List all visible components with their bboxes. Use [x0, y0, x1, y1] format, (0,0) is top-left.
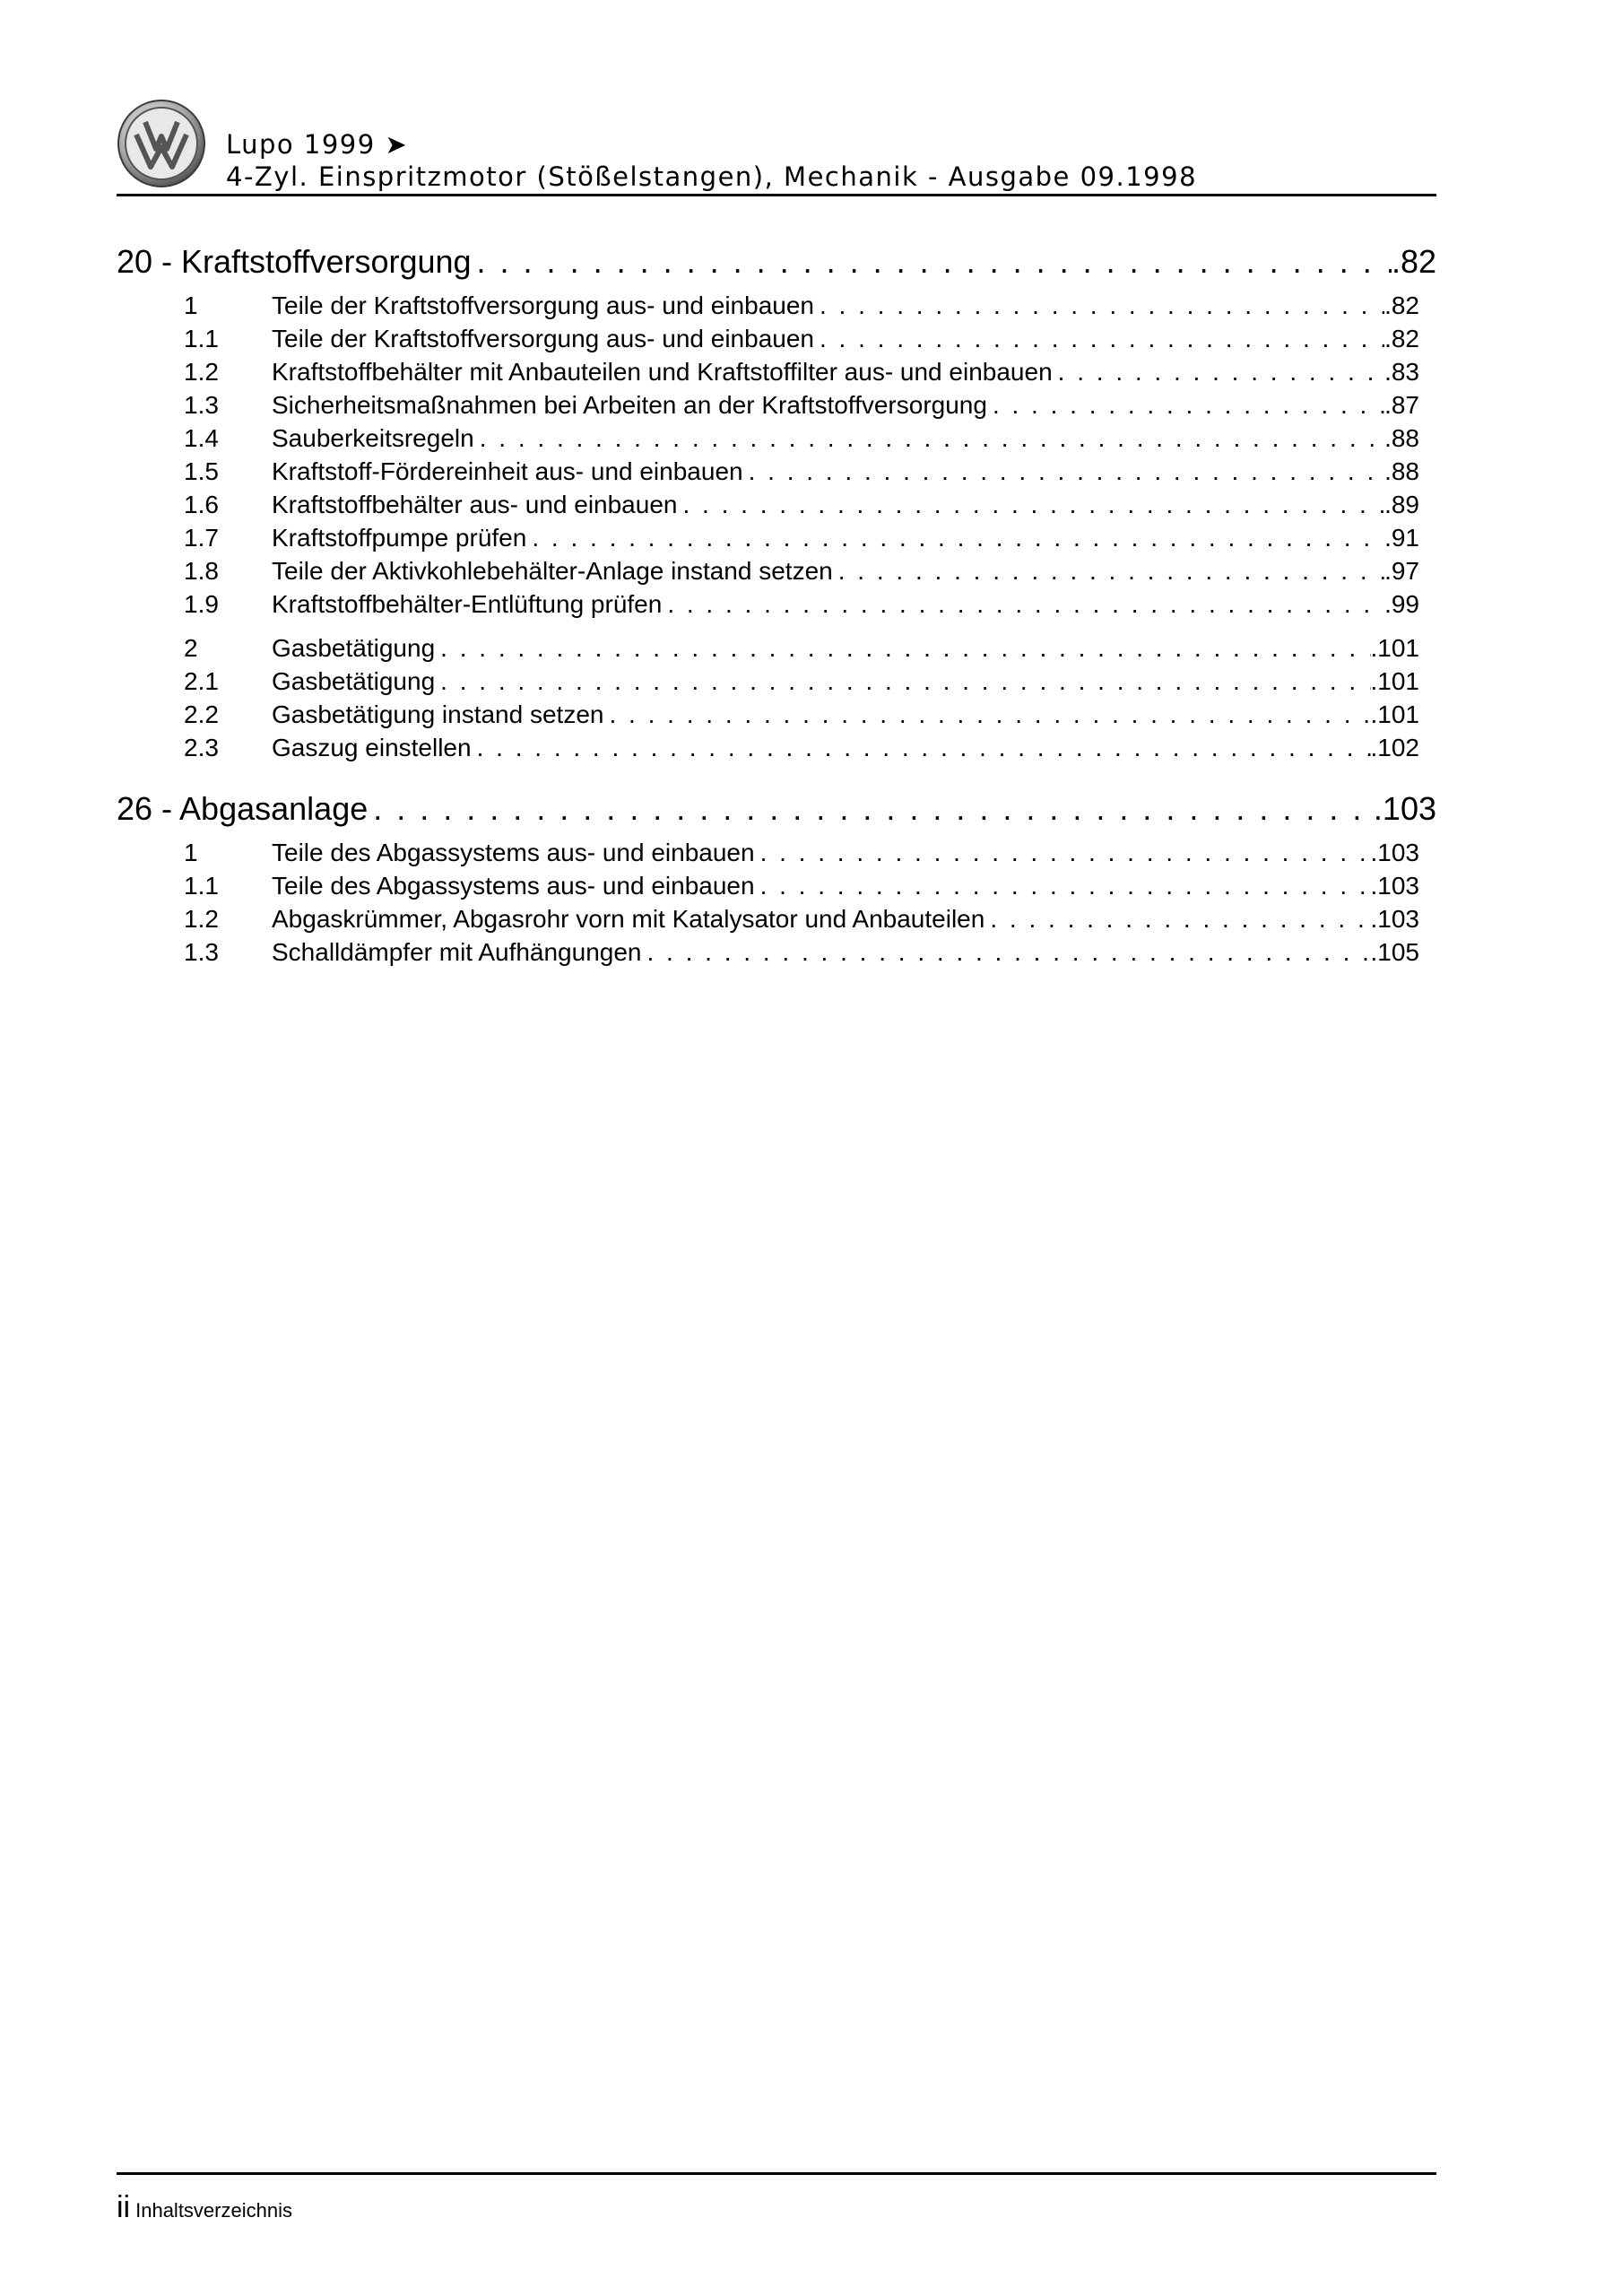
toc-entry-title: Kraftstoffbehälter aus- und einbauen [272, 491, 678, 518]
toc-entry[interactable] [184, 521, 1419, 554]
toc-entry[interactable] [184, 455, 1419, 488]
toc-entry-title: Sauberkeitsregeln [272, 424, 474, 452]
toc-page-number: .82 [1384, 325, 1419, 352]
footer-label: Inhaltsverzeichnis [135, 2199, 292, 2222]
toc-leader-dots [368, 787, 1374, 831]
toc-entry-title: Gasbetätigung [272, 667, 436, 695]
toc-entry[interactable] [184, 355, 1419, 388]
toc-entry[interactable] [184, 935, 1419, 969]
toc-entry[interactable] [184, 554, 1419, 587]
toc-leader-dots [472, 731, 1371, 764]
toc-entry-number: 2 [184, 634, 198, 662]
toc-page-number: .82 [1384, 291, 1419, 319]
toc-entry-title: Abgaskrümmer, Abgasrohr vorn mit Katalysator und Anbauteilen [272, 905, 985, 933]
toc-leader-dots [755, 836, 1371, 869]
toc-entry-number: 1.9 [184, 590, 219, 618]
toc-entry[interactable] [184, 587, 1419, 621]
toc-entry-title: Teile der Aktivkohlebehälter-Anlage instand setzen [272, 557, 833, 585]
toc-entry-number: 1.3 [184, 391, 219, 419]
toc-entry-number: 1.7 [184, 524, 219, 552]
toc-entry-title: Teile des Abgassystems aus- und einbauen [272, 872, 755, 900]
toc-entry-number: 1.5 [184, 457, 219, 485]
toc-page-number: .101 [1370, 700, 1419, 728]
header-title: Lupo 1999 ➤ [226, 129, 409, 160]
toc-page-number: .97 [1384, 557, 1419, 585]
toc-leader-dots [743, 455, 1384, 488]
toc-entry-number: 2.3 [184, 734, 219, 761]
toc-entry-number: 1.4 [184, 424, 219, 452]
toc-leader-dots [472, 240, 1392, 283]
toc-entry-title: Kraftstoff-Fördereinheit aus- und einbauen [272, 457, 743, 485]
toc-entry[interactable] [184, 869, 1419, 902]
toc-entry[interactable] [184, 289, 1419, 322]
toc-entry[interactable] [184, 731, 1419, 764]
toc-leader-dots [984, 902, 1370, 935]
toc-leader-dots [642, 935, 1371, 969]
toc-leader-dots [526, 521, 1384, 554]
toc-chapter[interactable] [117, 787, 1436, 831]
toc-entry[interactable] [184, 631, 1419, 665]
footer [117, 2190, 292, 2225]
toc-chapter-title: 20 - Kraftstoffversorgung [117, 243, 472, 280]
header-divider [117, 194, 1436, 196]
toc-leader-dots [603, 698, 1370, 731]
toc-chapter[interactable] [117, 240, 1436, 283]
toc-page-number: .87 [1384, 391, 1419, 419]
toc-entry-title: Kraftstoffbehälter-Entlüftung prüfen [272, 590, 663, 618]
toc-entry-title: Gasbetätigung [272, 634, 436, 662]
table-of-contents [117, 240, 1436, 969]
toc-page-number: .103 [1370, 839, 1419, 866]
toc-entry-title: Teile der Kraftstoffversorgung aus- und einbauen [272, 325, 814, 352]
toc-leader-dots [755, 869, 1371, 902]
toc-page-number: .102 [1370, 734, 1419, 761]
toc-leader-dots [1053, 355, 1384, 388]
toc-page-number: .89 [1384, 491, 1419, 518]
toc-entry-number: 1.1 [184, 325, 219, 352]
toc-entry[interactable] [184, 388, 1419, 422]
toc-entry-title: Sicherheitsmaßnahmen bei Arbeiten an der Kraftstoffversorgung [272, 391, 987, 419]
toc-entry-number: 2.2 [184, 700, 219, 728]
toc-entry[interactable] [184, 488, 1419, 521]
toc-page-number: .88 [1384, 457, 1419, 485]
toc-entry-title: Teile des Abgassystems aus- und einbauen [272, 839, 755, 866]
toc-entry-title: Kraftstoffpumpe prüfen [272, 524, 527, 552]
toc-entry-title: Teile der Kraftstoffversorgung aus- und einbauen [272, 291, 814, 319]
toc-leader-dots [814, 289, 1384, 322]
toc-entry-number: 1.2 [184, 358, 219, 386]
toc-entry-title: Gasbetätigung instand setzen [272, 700, 604, 728]
footer-page-number: ii [117, 2190, 131, 2224]
toc-page-number: .101 [1370, 634, 1419, 662]
header-subtitle: 4-Zyl. Einspritzmotor (Stößelstangen), Mechanik - Ausgabe 09.1998 [226, 161, 1198, 192]
toc-page-number: .103 [1370, 905, 1419, 933]
toc-page-number: .105 [1370, 938, 1419, 966]
toc-leader-dots [677, 488, 1384, 521]
vw-logo-icon [117, 99, 206, 188]
toc-page-number: .103 [1373, 790, 1436, 827]
toc-chapter-title: 26 - Abgasanlage [117, 790, 369, 827]
toc-leader-dots [662, 587, 1384, 621]
toc-entry-title: Schalldämpfer mit Aufhängungen [272, 938, 642, 966]
toc-entry[interactable] [184, 665, 1419, 698]
toc-entry-number: 1 [184, 839, 198, 866]
toc-page-number: .83 [1384, 358, 1419, 386]
toc-entry[interactable] [184, 422, 1419, 455]
toc-page-number: .99 [1384, 590, 1419, 618]
toc-entry-number: 1.6 [184, 491, 219, 518]
toc-leader-dots [987, 388, 1384, 422]
toc-entry[interactable] [184, 902, 1419, 935]
toc-entry[interactable] [184, 698, 1419, 731]
footer-divider [117, 2172, 1436, 2175]
toc-leader-dots [814, 322, 1384, 355]
toc-entry-title: Kraftstoffbehälter mit Anbauteilen und Kraftstoffilter aus- und einbauen [272, 358, 1053, 386]
toc-page-number: .91 [1384, 524, 1419, 552]
toc-page-number: .101 [1370, 667, 1419, 695]
toc-leader-dots [833, 554, 1384, 587]
toc-entry-title: Gaszug einstellen [272, 734, 472, 761]
toc-leader-dots [474, 422, 1384, 455]
toc-page-number: .82 [1391, 243, 1436, 280]
toc-entry-number: 1.3 [184, 938, 219, 966]
toc-entry-number: 2.1 [184, 667, 219, 695]
toc-leader-dots [435, 665, 1370, 698]
toc-entry[interactable] [184, 836, 1419, 869]
toc-page-number: .103 [1370, 872, 1419, 900]
toc-entry-number: 1.2 [184, 905, 219, 933]
toc-entry-number: 1 [184, 291, 198, 319]
toc-entry[interactable] [184, 322, 1419, 355]
toc-entry-number: 1.8 [184, 557, 219, 585]
toc-leader-dots [435, 631, 1370, 665]
toc-page-number: .88 [1384, 424, 1419, 452]
toc-entry-number: 1.1 [184, 872, 219, 900]
